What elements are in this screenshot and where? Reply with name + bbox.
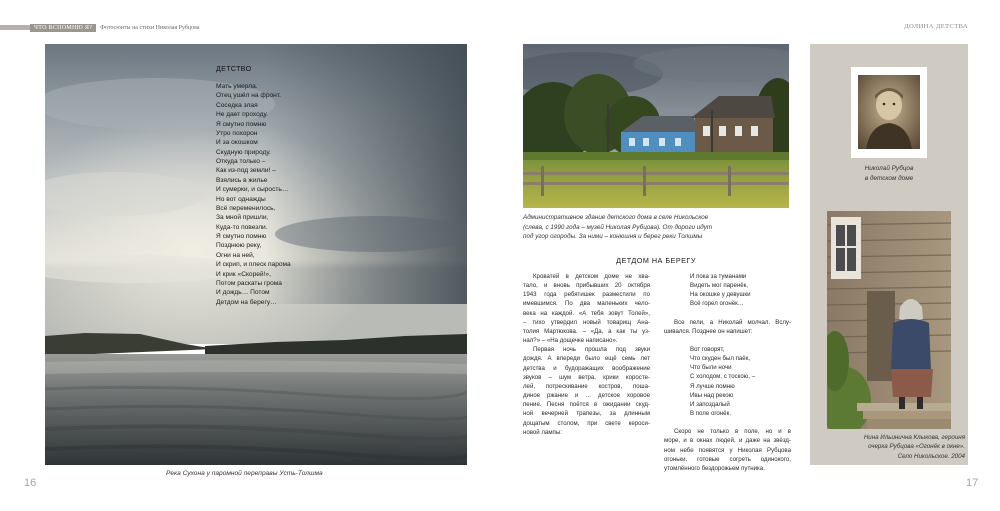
caption-line: Село Никольское. 2004 xyxy=(897,452,965,460)
text-line: нал?» – «На дощечке написано». xyxy=(523,337,618,345)
caption-line: Нина Ильинична Клыкова, героиня xyxy=(863,434,965,441)
poem-line: Огни на ней, xyxy=(216,251,255,259)
poem-line: Куда-то повезли. xyxy=(216,223,268,231)
river-photo xyxy=(45,44,467,465)
poem-line: Не дает проходу. xyxy=(216,111,268,119)
article-column-left xyxy=(523,272,650,437)
woman-caption xyxy=(814,433,965,461)
text-line: ной вечерней трапезы, за длинным xyxy=(523,410,650,418)
text-line: диное ржание и … детское хоровое xyxy=(523,392,650,400)
verse-line: В поле огонёк. xyxy=(690,410,731,418)
verse-line: Что скуден был паёк, xyxy=(690,355,751,363)
woman-photo-image xyxy=(827,211,951,429)
text-line: толия Мартюкова. – «Да, а как ты уз- xyxy=(523,327,650,335)
article-column-right xyxy=(664,272,791,473)
poem-line: Мать умерла. xyxy=(216,83,258,90)
book-title: ЧТО ВСПОМНЮ Я? xyxy=(30,24,96,32)
caption-line: Административное здание детского дома в селе Никольское xyxy=(523,214,709,221)
text-line: утомлённого бездорожьем путника. xyxy=(664,464,765,472)
portrait-frame xyxy=(851,67,927,158)
poem-line: И сумерки, и сырость… xyxy=(216,186,289,194)
text-line: огоньки, готовые согреть одинокого, xyxy=(664,455,791,463)
poem-line: Соседка злая xyxy=(216,101,258,109)
text-line: имевшимся. По два маленьких чело- xyxy=(523,300,650,308)
caption-line: Николай Рубцов xyxy=(864,165,914,172)
poem-line: Взялись в жилье xyxy=(216,176,268,184)
text-line: Скоро не только в поле, но и в xyxy=(674,428,791,436)
poem-block xyxy=(216,66,416,307)
poem-line: Откуда только – xyxy=(216,158,266,165)
spacer xyxy=(664,309,791,318)
text-line: Все пели, а Николай молчал. Вслу- xyxy=(674,318,791,326)
portrait-caption xyxy=(810,164,968,183)
orphanage-photo-image xyxy=(523,44,789,208)
page-number-right: 17 xyxy=(966,477,979,489)
verse-line: И пока за туманами xyxy=(690,273,747,280)
poem-line: За мной пришли, xyxy=(216,214,269,222)
verse-line: Что были ночи xyxy=(690,364,732,372)
poem-line: Но вот однажды xyxy=(216,195,266,203)
section-title-left: Фотосюиты на стихи Николая Рубцова xyxy=(100,24,200,31)
spacer xyxy=(664,418,791,427)
poem-line: Отец ушёл на фронт. xyxy=(216,92,281,100)
poem-line: Скудную природу. xyxy=(216,148,271,156)
caption-line: в детском доме xyxy=(864,174,914,182)
text-line: – тихо утвердил новый товарищ Ана- xyxy=(523,318,650,326)
text-line: шивался. Позднее он напишет: xyxy=(664,327,753,335)
poem-line: Всё переменилось, xyxy=(216,204,276,212)
page-number-left: 16 xyxy=(24,477,37,489)
text-line: пение. Песня поётся в ожидании скуд- xyxy=(523,401,650,409)
verse-line: И запоздалый xyxy=(690,400,730,408)
verse-line: Ивы над рекою xyxy=(690,391,734,399)
orphanage-photo xyxy=(523,44,789,208)
verse-line: С холодом, с тоскою, – xyxy=(690,373,756,381)
section-title-right: ДОЛИНА ДЕТСТВА xyxy=(904,23,968,30)
woman-photo xyxy=(827,211,951,429)
text-line: море, и в окнах людей, и даже на звёзд- xyxy=(664,437,791,445)
text-line: дощатым столом, при свете кероси- xyxy=(523,419,650,427)
text-line: звуков – шум ветра, крики коросте- xyxy=(523,373,650,381)
caption-line: (слева, с 1990 года – музей Николая Рубцова). От дороги идут xyxy=(523,223,713,231)
text-line: века на каждой. «А тебя зовут Толей», xyxy=(523,309,650,317)
poem-title: ДЕТСТВО xyxy=(216,66,252,73)
verse-line: Я лучше помню xyxy=(690,382,735,390)
poem-line: И крик «Скорей!», xyxy=(216,270,271,278)
text-line: лей, потрескивание костров, поша- xyxy=(523,382,650,390)
portrait-photo xyxy=(858,75,920,149)
poem-line: И дождь… Потом xyxy=(216,289,270,297)
spacer xyxy=(664,336,791,345)
text-line: ном небе появятся у Николая Рубцова xyxy=(664,446,791,454)
poem-line: И за окошком xyxy=(216,139,258,147)
text-line: детства и будоражащих воображение xyxy=(523,364,650,372)
text-line: 1943 года ребятишек разместили по xyxy=(523,291,650,299)
text-line: тало, и вновь прибывших 20 октября xyxy=(523,282,650,290)
verse-line: Вот говорят, xyxy=(690,345,725,353)
orphanage-caption xyxy=(523,213,791,242)
header-accent-bar xyxy=(0,25,30,30)
poem-line: Позднюю реку, xyxy=(216,242,262,250)
poem-line: Утро похорон xyxy=(216,129,258,137)
poem-line: Я смутно помню xyxy=(216,120,267,128)
poem-line: Детдом на берегу… xyxy=(216,298,277,306)
text-line: Кроватей в детском доме не хва- xyxy=(533,273,650,280)
river-caption: Река Сухона у паромной переправы Усть-Толшма xyxy=(166,470,323,477)
photo-panel xyxy=(810,44,968,465)
caption-line: под угор огороды. За ними – конюшня и берег реки Толшмы xyxy=(523,233,703,240)
verse-line: Всё горел огонёк… xyxy=(690,300,744,308)
text-line: новой лампы: xyxy=(523,428,562,436)
text-line: дождя. А впереди было ещё семь лет xyxy=(523,355,650,363)
caption-line: очерка Рубцова «Огонёк в окне». xyxy=(868,443,965,451)
verse-line: Видеть мог паренёк, xyxy=(690,282,748,290)
poem-line: И скрип, и плеск парома xyxy=(216,261,291,269)
poem-line: Потом раскаты грома xyxy=(216,279,282,287)
article-title: ДЕТДОМ НА БЕРЕГУ xyxy=(616,256,696,265)
running-header-left xyxy=(0,22,350,33)
poem-line: Как из-под земли! – xyxy=(216,167,276,175)
poem-line: Я смутно помню xyxy=(216,233,267,240)
text-line: Первая ночь прошла под звуки xyxy=(533,346,650,354)
verse-line: На окошке у девушки xyxy=(690,291,751,299)
